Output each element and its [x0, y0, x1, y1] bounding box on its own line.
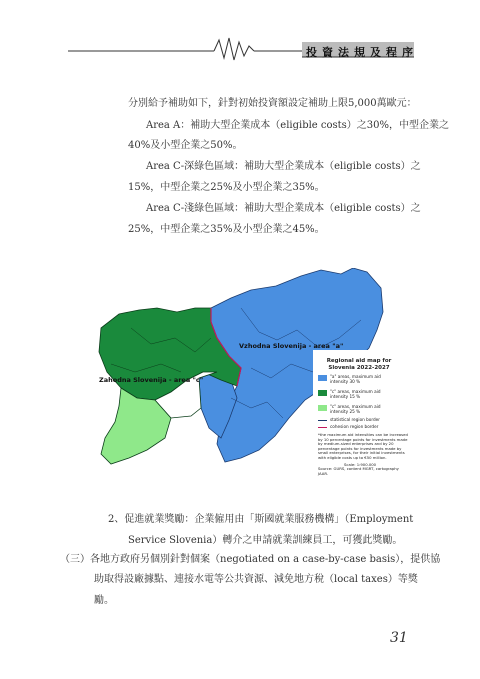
legend-footnote	[318, 433, 418, 461]
legend-item-cohesion-border	[318, 424, 418, 431]
legend-text-line: "c" areas, maximum aid	[330, 404, 381, 409]
legend-swatch-blue	[318, 375, 327, 381]
region-label-east: Vzhodna Slovenija - area "a"	[239, 342, 344, 350]
legend-text-line: "c" areas, maximum aid	[330, 389, 381, 394]
legend-text	[330, 404, 381, 414]
legend-item-c15	[318, 389, 418, 402]
body-line-3: 40%及小型企業之50%。	[128, 140, 243, 151]
source-line: JAAR.	[318, 470, 329, 476]
legend-line-dark	[318, 420, 327, 421]
legend-item-statistical-border	[318, 417, 418, 424]
legend-scale: Scale: 1:900.000	[344, 461, 377, 467]
legend-text-line: cohesion region border	[330, 424, 379, 429]
body2-line-4: 助取得設廠據點、連接水電等公共資源、減免地方稅（local taxes）等獎	[94, 574, 418, 585]
legend-item-c25	[318, 404, 418, 417]
source-line: Source: GURS, content MGRT, cartography	[318, 466, 399, 472]
body-line-1: 分別給予補助如下，針對初始投資額設定補助上限5,000萬歐元：	[128, 98, 417, 109]
region-label-west: Zahodna Slovenija - area "c"	[99, 376, 204, 384]
legend-text-line: intensity 30 %	[330, 379, 361, 384]
legend-text-line: statistical region border	[330, 417, 380, 422]
footnote-line: small enterprises, for their initial investments	[318, 450, 405, 456]
footnote-line: by 10 percentage points for investments made	[318, 436, 408, 442]
legend-text-line: intensity 15 %	[330, 394, 361, 399]
body-line-7: 25%，中型企業之35%及小型企業之45%。	[128, 224, 325, 235]
footnote-line: by medium-sized enterprises and by 20	[318, 441, 394, 447]
legend-text	[330, 389, 381, 399]
body-line-2: Area A：補助大型企業成本（eligible costs）之30%，中型企業之	[146, 120, 450, 131]
body2-line-1: 2、促進就業獎勵：企業僱用由「斯國就業服務機構」（Employment	[108, 514, 414, 525]
body2-line-2: Service Slovenia）轉介之申請就業訓練員工，可獲此獎勵。	[128, 535, 403, 546]
footnote-line: percentage points for investments made by	[318, 445, 402, 451]
legend-item-a30	[318, 374, 418, 387]
legend-line-magenta	[318, 427, 327, 428]
footnote-line: with eligible costs up to €50 million.	[318, 454, 387, 460]
page-number: 31	[390, 630, 408, 646]
body-line-6: Area C-淺綠色區域：補助大型企業成本（eligible costs）之	[146, 203, 421, 214]
legend-text-line: "a" areas, maximum aid	[330, 374, 381, 379]
legend-title: Regional aid map for Slovenia 2022-2027	[326, 358, 392, 371]
body-line-5: 15%，中型企業之25%及小型企業之35%。	[128, 182, 325, 193]
header-title: 投資法規及程序	[306, 46, 418, 59]
legend-text	[330, 374, 381, 384]
legend-source	[318, 467, 418, 476]
body-line-4: Area C-深綠色區域：補助大型企業成本（eligible costs）之	[146, 161, 421, 172]
legend-swatch-dark-green	[318, 390, 327, 396]
body2-line-3: （三）各地方政府另個別針對個案（negotiated on a case-by-case basis），提供協	[60, 554, 441, 565]
footnote-line: *the maximum aid intensities can be increased	[318, 432, 408, 437]
body2-line-5: 勵。	[94, 595, 114, 606]
legend-swatch-light-green	[318, 405, 327, 411]
map-legend	[318, 358, 418, 476]
legend-text-line: intensity 25 %	[330, 409, 361, 414]
